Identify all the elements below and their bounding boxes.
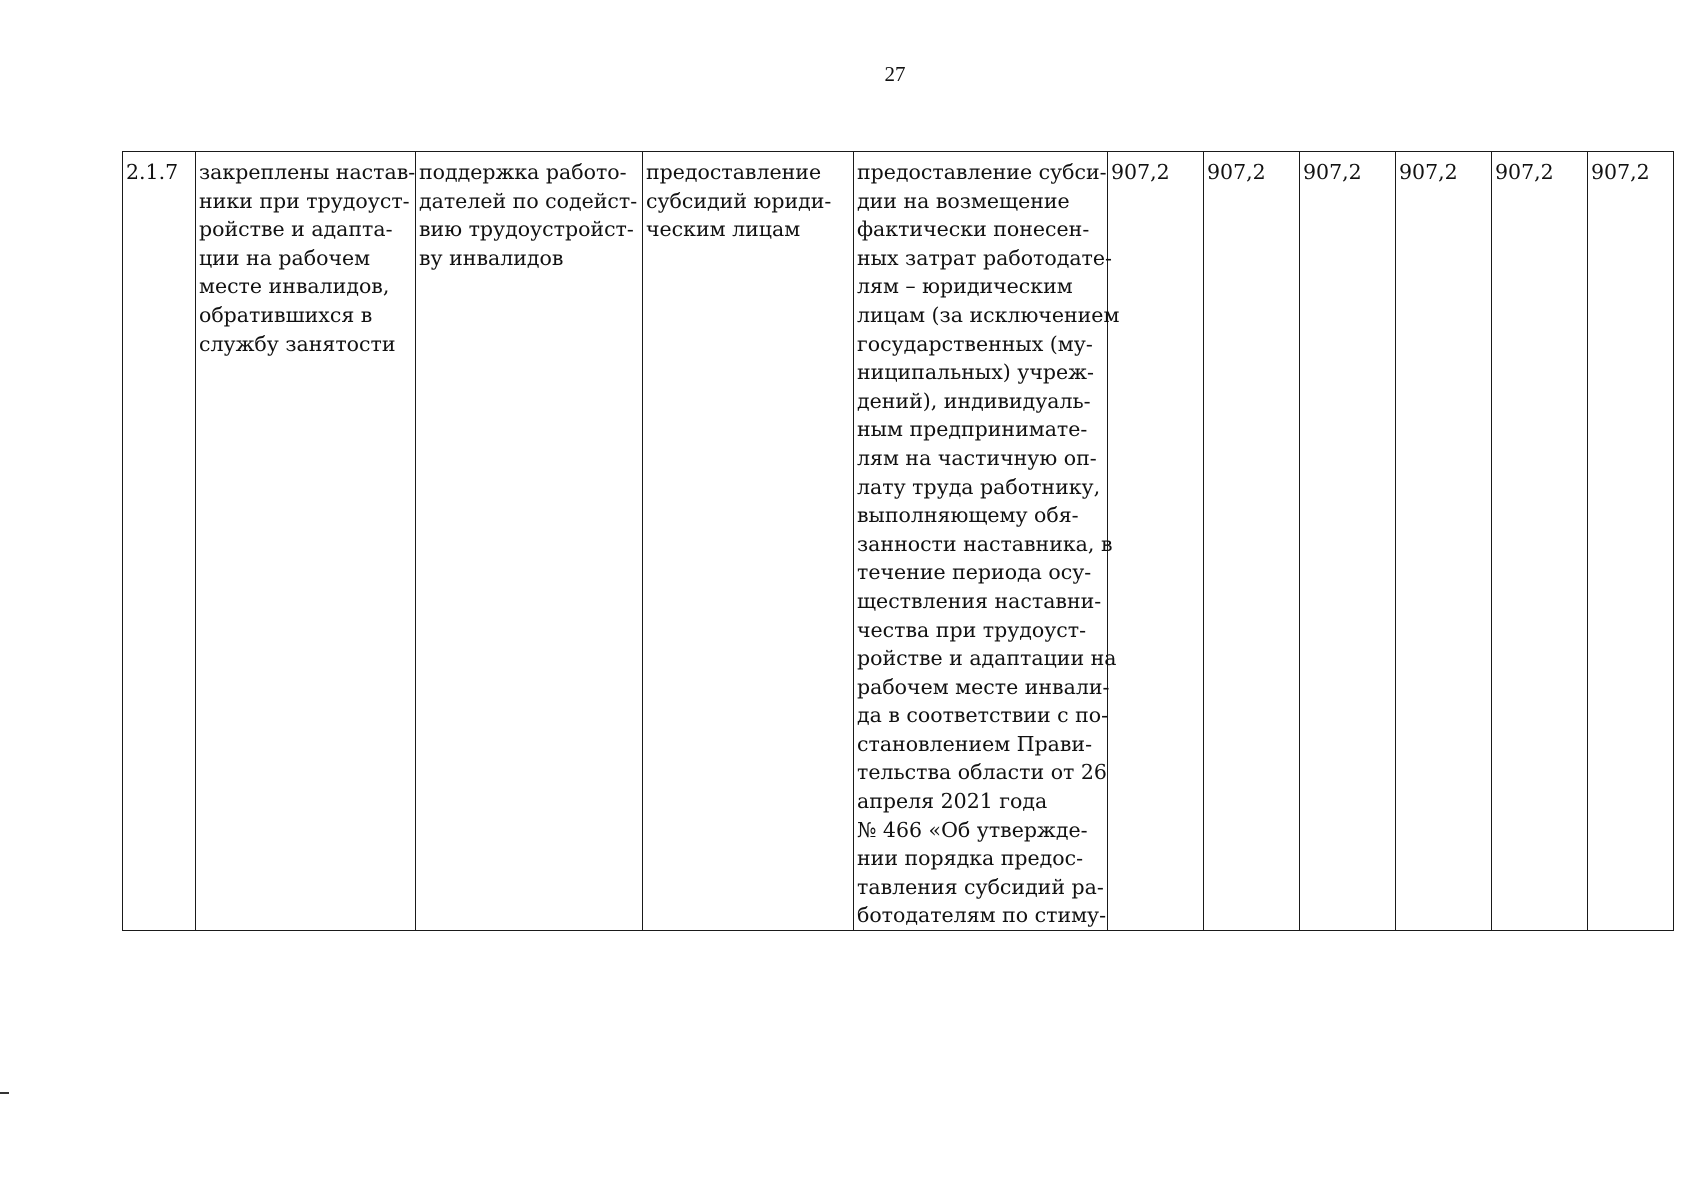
description-line: ройстве и адаптации на	[857, 646, 1117, 671]
indicator-line: месте инвалидов,	[199, 274, 390, 299]
description-line: лицам (за исключением	[857, 302, 1120, 327]
value-2: 907,2	[1207, 160, 1266, 184]
value-6: 907,2	[1591, 160, 1650, 184]
measure-line: дателей по содейст-	[419, 188, 638, 213]
value-cell-4	[1396, 152, 1492, 931]
description-line: дений), индивидуаль-	[857, 388, 1091, 413]
value-cell-5	[1492, 152, 1588, 931]
measure-line: поддержка работо-	[419, 160, 627, 184]
description-line: лям – юридическим	[857, 274, 1073, 299]
indicator-line: ции на рабочем	[199, 245, 371, 270]
description-line: нии порядка предос-	[857, 846, 1084, 871]
form-line: предоставление	[646, 160, 822, 184]
measure-line: ву инвалидов	[419, 245, 564, 270]
indicator-line: ники при трудоуст-	[199, 188, 410, 213]
value-cell-2	[1204, 152, 1300, 931]
description-line: предоставление субси-	[857, 160, 1107, 184]
description-line: ных затрат работодате-	[857, 245, 1112, 270]
description-line: чества при трудоуст-	[857, 617, 1087, 642]
description-line: дии на возмещение	[857, 188, 1070, 213]
page-number: 27	[884, 62, 906, 86]
indicator-line: ройстве и адапта-	[199, 217, 393, 242]
measure-line: вию трудоустройст-	[419, 217, 634, 242]
description-line: да в соответствии с по-	[857, 703, 1109, 728]
description-line: занности наставника, в	[857, 531, 1113, 556]
description-line: рабочем месте инвали-	[857, 674, 1110, 699]
description-line: апреля 2021 года	[857, 789, 1048, 814]
description-line: тавления субсидий ра-	[857, 874, 1104, 899]
row-code: 2.1.7	[126, 160, 179, 184]
description-line: ботодателям по стиму-	[857, 903, 1107, 928]
description-line: выполняющему обя-	[857, 503, 1079, 528]
form-line: субсидий юриди-	[646, 188, 832, 213]
indicator-cell	[196, 152, 416, 931]
description-line: течение периода осу-	[857, 560, 1092, 585]
description-cell	[854, 152, 1120, 931]
program-table	[122, 151, 1674, 931]
margin-mark	[0, 1092, 9, 1094]
value-cell-3	[1300, 152, 1396, 931]
value-cell-6	[1588, 152, 1674, 931]
description-line: № 466 «Об утвержде-	[857, 817, 1088, 842]
value-cell-1	[1108, 152, 1204, 931]
value-1: 907,2	[1111, 160, 1170, 184]
description-line: государственных (му-	[857, 331, 1093, 356]
description-line: тельства области от 26	[857, 760, 1107, 785]
description-line: ществления наставни-	[857, 588, 1102, 613]
indicator-line: закреплены настав-	[199, 160, 416, 184]
indicator-line: обратившихся в	[199, 302, 373, 327]
description-line: ниципальных) учреж-	[857, 360, 1094, 385]
indicator-line: службу занятости	[199, 331, 396, 356]
description-line: ным предпринимате-	[857, 417, 1088, 442]
form-line: ческим лицам	[646, 217, 801, 242]
description-line: становлением Прави-	[857, 731, 1093, 756]
description-line: лату труда работнику,	[857, 474, 1101, 499]
value-4: 907,2	[1399, 160, 1458, 184]
row-code-cell	[123, 152, 196, 931]
value-5: 907,2	[1495, 160, 1554, 184]
description-line: лям на частичную оп-	[857, 445, 1097, 470]
table-row	[123, 152, 1674, 931]
value-3: 907,2	[1303, 160, 1362, 184]
description-line: фактически понесен-	[857, 217, 1090, 242]
measure-cell	[416, 152, 643, 931]
form-cell	[643, 152, 854, 931]
